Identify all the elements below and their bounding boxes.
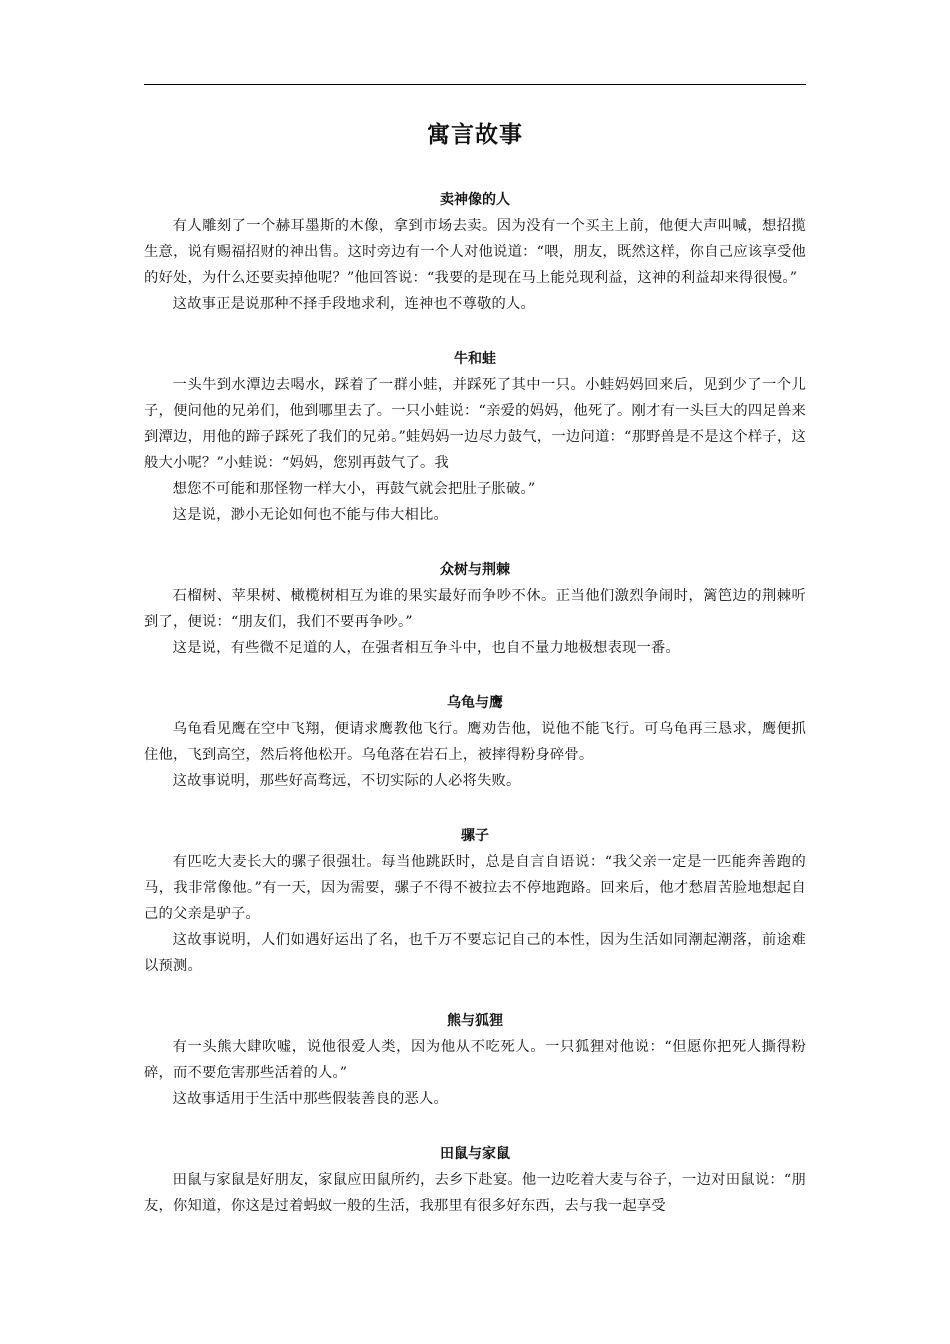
story-paragraph: 乌龟看见鹰在空中飞翔，便请求鹰教他飞行。鹰劝告他，说他不能飞行。可乌龟再三恳求，鹰便抓住他，飞到高空，然后将他松开。乌龟落在岩石上，被摔得粉身碎骨。 <box>144 721 806 763</box>
story-paragraph: 一头牛到水潭边去喝水，踩着了一群小蛙，并踩死了其中一只。小蛙妈妈回来后，见到少了一个儿子，便问他的兄弟们，他到哪里去了。一只小蛙说：“亲爱的妈妈，他死了。刚才有一头巨大的四足兽来到潭边，用他的蹄子踩死了我们的兄弟。”蛙妈妈一边尽力鼓气，一边问道：“那野兽是不是这个样子，这般大小呢？”小蛙说：“妈妈，您别再鼓气了。我 <box>144 377 806 471</box>
header-rule <box>144 84 806 85</box>
story-zhong-shu-yu-jing-ji <box>144 557 806 661</box>
story-title: 牛和蛙 <box>454 351 496 367</box>
story-title: 田鼠与家鼠 <box>440 1146 510 1162</box>
story-moral: 这故事说明，人们如遇好运出了名，也千万不要忘记自己的本性，因为生活如同潮起潮落，前途难以预测。 <box>144 932 806 974</box>
story-mai-shen-xiang <box>144 187 806 317</box>
story-title: 熊与狐狸 <box>447 1013 503 1029</box>
story-paragraph: 有一头熊大肆吹嘘，说他很爱人类，因为他从不吃死人。一只狐狸对他说：“但愿你把死人撕得粉碎，而不要危害那些活着的人。” <box>144 1039 806 1081</box>
story-title: 众树与荆棘 <box>440 562 510 578</box>
story-paragraph: 田鼠与家鼠是好朋友，家鼠应田鼠所约，去乡下赴宴。他一边吃着大麦与谷子，一边对田鼠说：“朋友，你知道，你这是过着蚂蚁一般的生活，我那里有很多好东西，去与我一起享受 <box>144 1172 806 1214</box>
story-paragraph: 想您不可能和那怪物一样大小，再鼓气就会把肚子胀破。” <box>172 481 536 497</box>
story-moral: 这故事适用于生活中那些假装善良的恶人。 <box>172 1091 449 1107</box>
story-title: 乌龟与鹰 <box>447 695 503 711</box>
story-paragraph: 有匹吃大麦长大的骡子很强壮。每当他跳跃时，总是自言自语说：“我父亲一定是一匹能奔善跑的马，我非常像他。”有一天，因为需要，骡子不得不被拉去不停地跑路。回来后，他才愁眉苦脸地想起自己的父亲是驴子。 <box>144 854 806 922</box>
story-tian-shu-yu-jia-shu <box>144 1141 806 1219</box>
story-paragraph: 有人雕刻了一个赫耳墨斯的木像，拿到市场去卖。因为没有一个买主上前，他便大声叫喊，想招揽生意，说有赐福招财的神出售。这时旁边有一个人对他说道：“喂，朋友，既然这样，你自己应该享受他的好处，为什么还要卖掉他呢？”他回答说：“我要的是现在马上能兑现利益，这神的利益却来得很慢。” <box>144 218 806 286</box>
story-moral: 这故事正是说那种不择手段地求利，连神也不尊敬的人。 <box>172 296 536 312</box>
story-moral: 这是说，渺小无论如何也不能与伟大相比。 <box>172 507 449 523</box>
story-wu-gui-yu-ying <box>144 690 806 794</box>
story-title: 卖神像的人 <box>440 192 510 208</box>
story-moral: 这故事说明，那些好高骛远，不切实际的人必将失败。 <box>172 773 521 789</box>
story-niu-he-wa <box>144 346 806 528</box>
story-luo-zi <box>144 823 806 979</box>
story-xiong-yu-hu-li <box>144 1008 806 1112</box>
story-moral: 这是说，有些微不足道的人，在强者相互争斗中，也自不量力地极想表现一番。 <box>172 640 680 656</box>
story-paragraph: 石榴树、苹果树、橄榄树相互为谁的果实最好而争吵不休。正当他们激烈争闹时，篱笆边的荆棘听到了，便说：“朋友们，我们不要再争吵。” <box>144 588 806 630</box>
story-title: 骡子 <box>461 828 489 844</box>
document-body <box>144 118 806 1248</box>
document-title: 寓言故事 <box>427 122 523 148</box>
